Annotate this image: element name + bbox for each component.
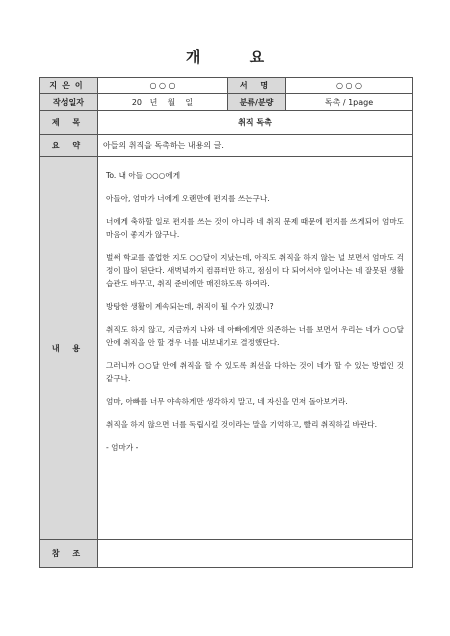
letter-paragraph: 방탕한 생활이 계속되는데, 취직이 될 수가 있겠니? <box>106 302 274 311</box>
form-row-content <box>40 157 413 540</box>
signature-value: ○ ○ ○ <box>286 78 413 94</box>
form-row-author <box>40 78 413 94</box>
form-row-reference <box>40 540 413 568</box>
letter-paragraph: 너에게 축하할 일로 편지를 쓰는 것이 아니라 네 취직 문제 때문에 편지를 쓰게되어 엄마도 마음이 좋지가 않구나. <box>106 217 404 239</box>
letter-paragraph: 엄마, 아빠를 너무 야속하게만 생각하지 말고, 네 자신을 먼저 돌아보거라. <box>106 397 348 406</box>
letter-paragraph: 취직을 하지 않으면 너를 독립시킬 것이라는 말을 기억하고, 빨리 취직하길 바란다. <box>106 420 378 429</box>
letter-paragraph: 벌써 학교를 졸업한 지도 ○○달이 지났는데, 아직도 취직을 하지 않는 널 보면서 엄마도 걱정이 많이 된단다. 새벽녘까지 컴퓨터만 하고, 점심이 다 되어서야 일어나는 네 잘못된 생활 습관도 바꾸고, 취직 준비에만 매진하도록 하여라. <box>106 253 404 288</box>
summary-label: 요 약 <box>40 135 98 157</box>
author-value: ○ ○ ○ <box>98 78 228 94</box>
letter-paragraph: 그러니까 ○○달 안에 취직을 할 수 있도록 최선을 다하는 것이 네가 할 수 있는 방법인 것 같구나. <box>106 361 404 383</box>
date-label: 작성일자 <box>40 94 98 111</box>
page-title: 개 요 <box>185 48 287 66</box>
date-value: 20 년 월 일 <box>98 94 228 111</box>
letter-greeting: To. 내 아들 ○○○에게 <box>106 171 181 180</box>
summary-value: 아들의 취직을 독촉하는 내용의 글. <box>98 135 413 157</box>
form-row-date <box>40 94 413 111</box>
letter-body <box>98 157 413 540</box>
letter-paragraph: 취직도 하지 않고, 지금까지 나와 네 아빠에게만 의존하는 너를 보면서 우리는 네가 ○○달 안에 취직을 안 할 경우 너를 내보내기로 결정했단다. <box>106 325 404 347</box>
subject-label: 제 목 <box>40 111 98 135</box>
form-row-summary <box>40 135 413 157</box>
letter-paragraph: 아들아, 엄마가 너에게 오랜만에 편지를 쓰는구나. <box>106 194 270 203</box>
summary-form-table <box>39 77 413 568</box>
letter-signoff: - 엄마가 - <box>106 443 139 452</box>
category-label: 분류/분량 <box>228 94 286 111</box>
reference-label: 참 조 <box>40 540 98 568</box>
subject-value: 취직 독촉 <box>98 111 413 135</box>
signature-label: 서 명 <box>228 78 286 94</box>
category-value: 독촉 / 1page <box>286 94 413 111</box>
content-label: 내 용 <box>40 157 98 540</box>
author-label: 지은이 <box>40 78 98 94</box>
form-row-subject <box>40 111 413 135</box>
reference-value <box>98 540 413 568</box>
